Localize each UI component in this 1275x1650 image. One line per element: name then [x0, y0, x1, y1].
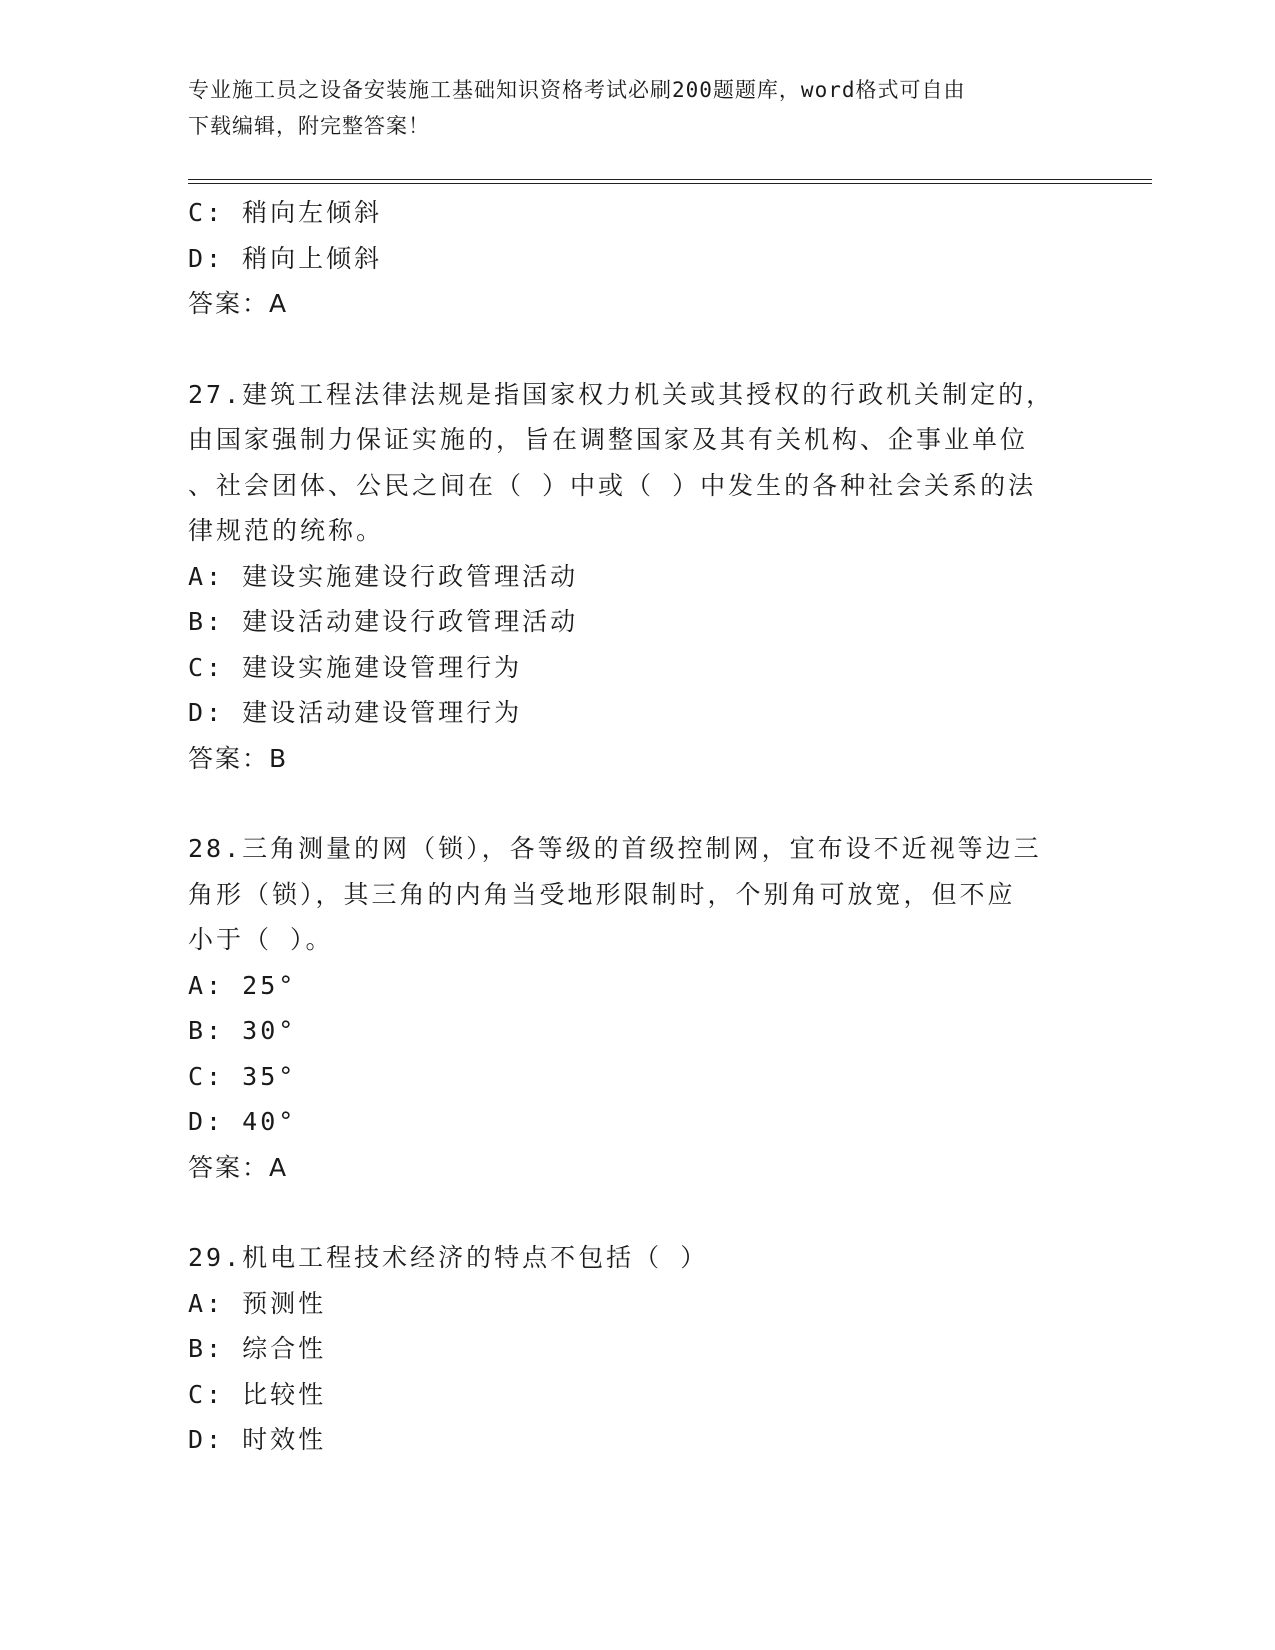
answer-line: 答案：B — [188, 743, 289, 773]
question-28 — [188, 826, 1088, 1190]
header-line-1: 专业施工员之设备安装施工基础知识资格考试必刷200题题库，word格式可自由 — [188, 78, 966, 102]
header-divider-top — [188, 179, 1152, 180]
question-stem-line: 由国家强制力保证实施的，旨在调整国家及其有关机构、企事业单位 — [188, 425, 1029, 454]
question-stem-line: 小于（ ）。 — [188, 925, 334, 954]
question-stem-line: 、社会团体、公民之间在（ ）中或（ ）中发生的各种社会关系的法 — [188, 470, 1037, 500]
document-header — [188, 72, 1088, 144]
option-c: C: 35° — [188, 1061, 297, 1091]
header-divider-bottom — [188, 183, 1152, 184]
option-d: D: 建设活动建设管理行为 — [188, 698, 523, 727]
question-stem-line: 29.机电工程技术经济的特点不包括（ ） — [188, 1243, 709, 1272]
question-stem-line: 律规范的统称。 — [188, 516, 385, 545]
question-29 — [188, 1235, 1088, 1463]
option-c: C: 稍向左倾斜 — [188, 198, 383, 227]
question-stem-line: 27.建筑工程法律法规是指国家权力机关或其授权的行政机关制定的， — [188, 379, 1055, 409]
question-26-tail — [188, 190, 1088, 327]
option-a: A: 25° — [188, 970, 297, 1000]
option-c: C: 建设实施建设管理行为 — [188, 652, 523, 682]
question-stem-line: 28.三角测量的网（锁），各等级的首级控制网，宜布设不近视等边三 — [188, 834, 1042, 863]
option-b: B: 综合性 — [188, 1334, 327, 1363]
question-content — [188, 190, 1088, 1463]
option-d: D: 时效性 — [188, 1425, 327, 1454]
option-b: B: 建设活动建设行政管理活动 — [188, 607, 579, 636]
question-stem-line: 角形（锁），其三角的内角当受地形限制时，个别角可放宽，但不应 — [188, 879, 1016, 909]
spacer — [188, 781, 1088, 826]
option-b: B: 30° — [188, 1016, 297, 1045]
spacer — [188, 327, 1088, 372]
spacer — [188, 1190, 1088, 1235]
option-a: A: 建设实施建设行政管理活动 — [188, 561, 579, 591]
option-d: D: 稍向上倾斜 — [188, 243, 383, 273]
answer-line: 答案：A — [188, 289, 289, 318]
answer-line: 答案：A — [188, 1152, 289, 1182]
option-d: D: 40° — [188, 1107, 297, 1136]
option-c: C: 比较性 — [188, 1379, 327, 1409]
header-line-2: 下载编辑，附完整答案！ — [188, 114, 430, 138]
question-27 — [188, 372, 1088, 782]
option-a: A: 预测性 — [188, 1288, 327, 1318]
